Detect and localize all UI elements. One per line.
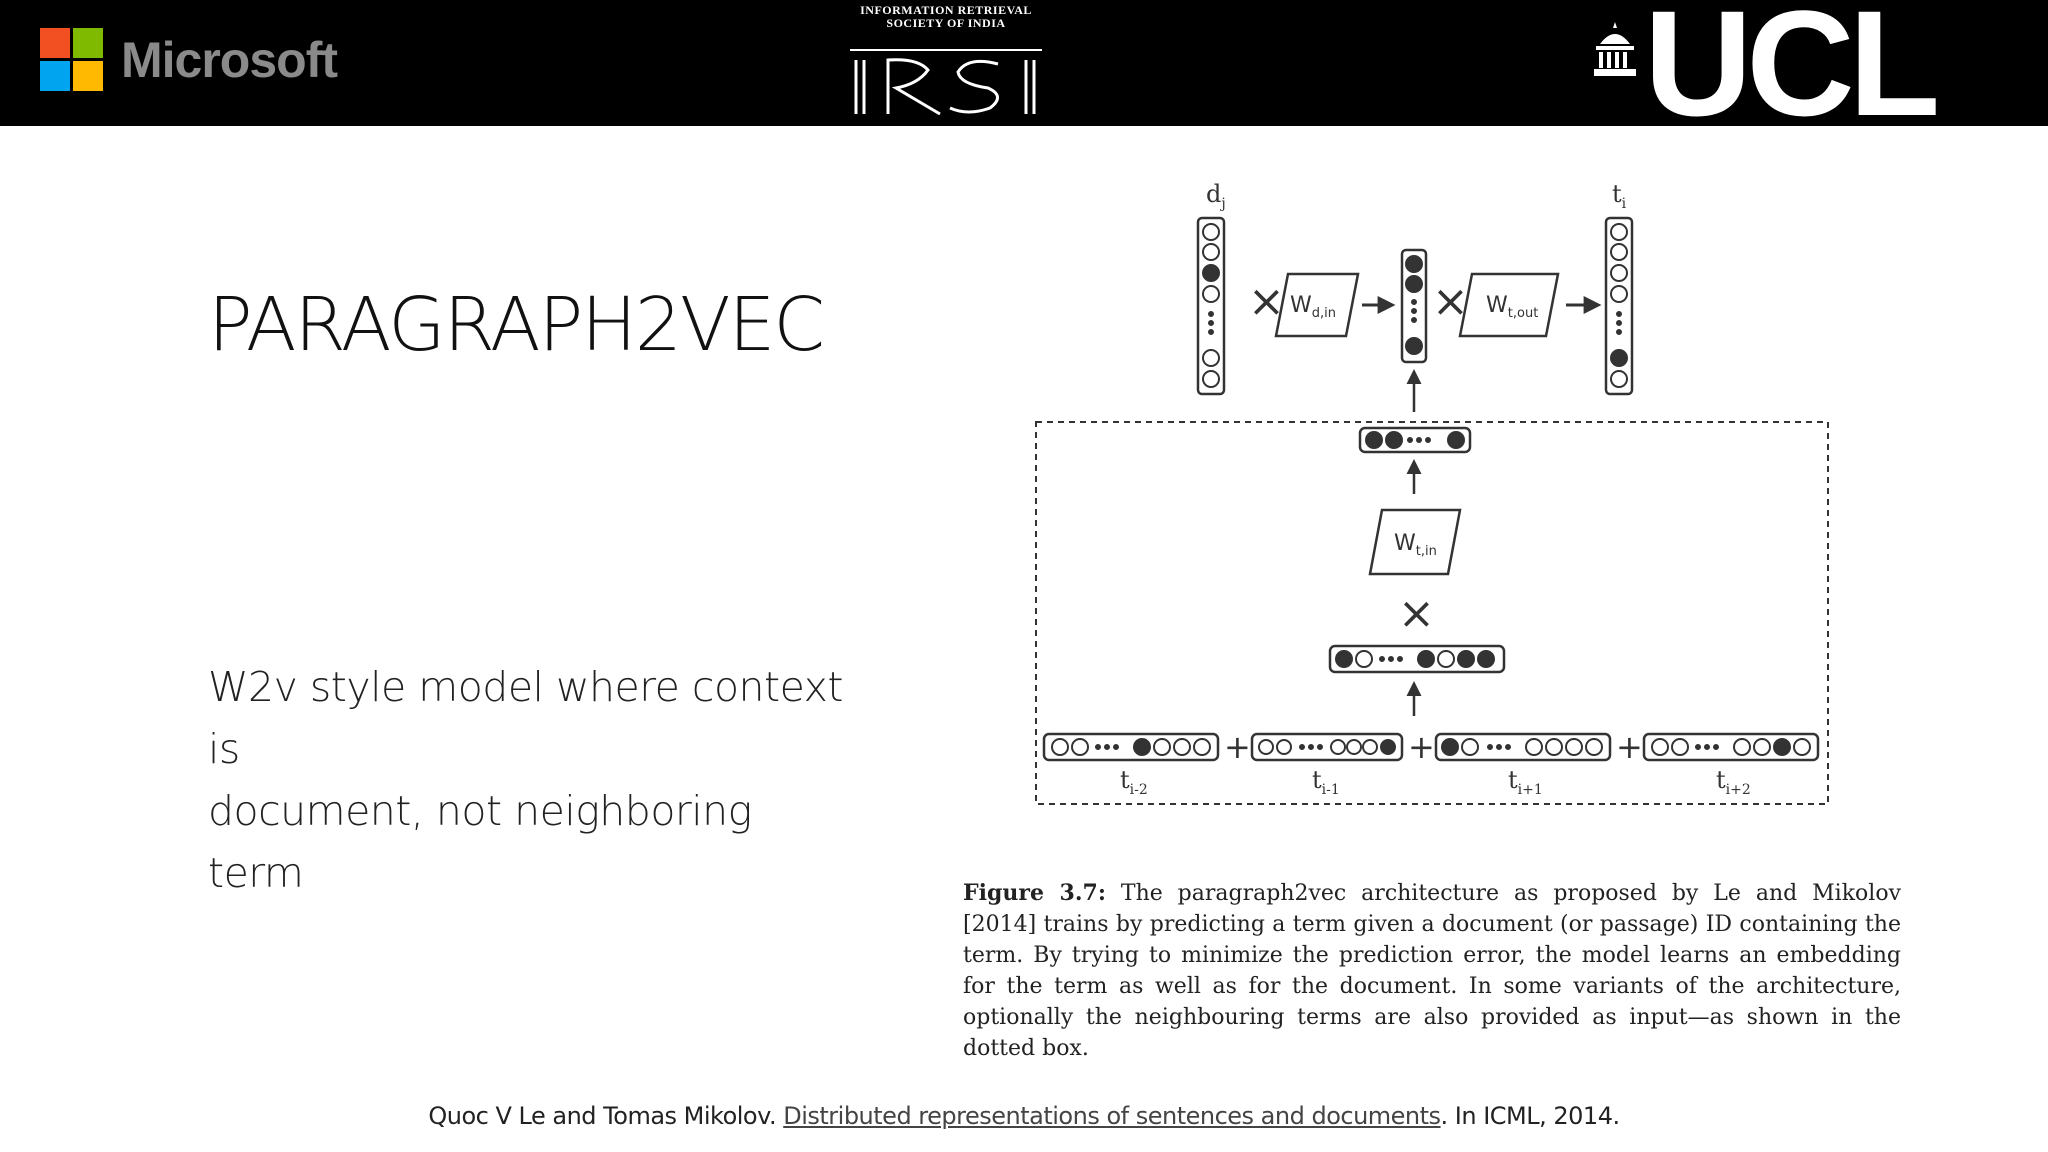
paper-link[interactable]: Distributed representations of sentences and documents bbox=[783, 1102, 1441, 1130]
doc-vector bbox=[1198, 218, 1224, 394]
term-embedding-vector bbox=[1360, 428, 1470, 452]
svg-text:Wd,in: $W_{d,in}$ bbox=[1290, 293, 1337, 321]
w-t-in-matrix bbox=[1370, 510, 1460, 574]
microsoft-logo bbox=[40, 28, 337, 91]
context-vector-2 bbox=[1252, 734, 1402, 760]
plus-sign-2: + bbox=[1408, 728, 1435, 766]
ucl-wordmark: UCL bbox=[1644, 0, 1935, 147]
subtitle-line-2: document, not neighboring term bbox=[208, 787, 752, 897]
plus-sign-1: + bbox=[1224, 728, 1251, 766]
microsoft-wordmark: Microsoft bbox=[121, 31, 337, 88]
context-label-3: $t_{i+1}$ bbox=[1508, 766, 1543, 798]
multiply-sign: × bbox=[1248, 276, 1285, 327]
plus-sign-3: + bbox=[1616, 728, 1643, 766]
multiply-sign-2: × bbox=[1432, 276, 1469, 327]
irsi-line2: SOCIETY OF INDIA bbox=[886, 16, 1006, 30]
ucl-portico-icon bbox=[1594, 22, 1636, 76]
subtitle-line-1: W2v style model where context is bbox=[208, 663, 843, 773]
context-vector-3 bbox=[1436, 734, 1610, 760]
caption-label: Figure 3.7: bbox=[963, 880, 1106, 906]
doc-label: $d_j$ bbox=[1206, 180, 1226, 212]
header-bar bbox=[0, 0, 2048, 147]
summed-input-vector bbox=[1330, 646, 1504, 672]
figure-caption bbox=[963, 878, 1901, 1064]
citation-suffix: . In ICML, 2014. bbox=[1440, 1102, 1620, 1130]
microsoft-windows-icon bbox=[40, 28, 103, 91]
hidden-vector bbox=[1402, 250, 1426, 362]
citation-prefix: Quoc V Le and Tomas Mikolov. bbox=[428, 1102, 784, 1130]
paragraph2vec-diagram bbox=[1020, 180, 1860, 820]
caption-text: The paragraph2vec architecture as proposed by Le and Mikolov [2014] trains by predicting a term given a document (or passage) ID containing the term. By trying to minimize the prediction error, the model learns an embedding for the term as well as for the document. In some variants of the architecture, optionally the neighbouring terms are also provided as input—as shown in the dotted box. bbox=[963, 881, 1902, 1061]
output-vector bbox=[1606, 218, 1632, 394]
citation bbox=[0, 1102, 2048, 1130]
w-t-out-matrix bbox=[1460, 274, 1558, 336]
ucl-logo bbox=[1590, 0, 2020, 147]
slide-subtitle bbox=[208, 656, 848, 904]
context-label-4: $t_{i+2}$ bbox=[1716, 766, 1751, 798]
context-vector-1 bbox=[1044, 734, 1218, 760]
context-vector-4 bbox=[1644, 734, 1818, 760]
irsi-logo bbox=[848, 4, 1044, 122]
irsi-line1: INFORMATION RETRIEVAL bbox=[860, 3, 1032, 17]
context-label-2: $t_{i-1}$ bbox=[1312, 766, 1340, 798]
multiply-sign-3: × bbox=[1398, 588, 1435, 639]
svg-text:Wt,out: $W_{t,out}$ bbox=[1486, 293, 1539, 321]
slide-title: PARAGRAPH2VEC bbox=[208, 282, 824, 368]
term-label: $t_i$ bbox=[1612, 180, 1627, 212]
irsi-mark-icon bbox=[848, 30, 1044, 116]
context-label-1: $t_{i-2}$ bbox=[1120, 766, 1148, 798]
svg-text:Wt,in: $W_{t,in}$ bbox=[1394, 531, 1437, 559]
w-d-in-matrix bbox=[1276, 274, 1358, 336]
